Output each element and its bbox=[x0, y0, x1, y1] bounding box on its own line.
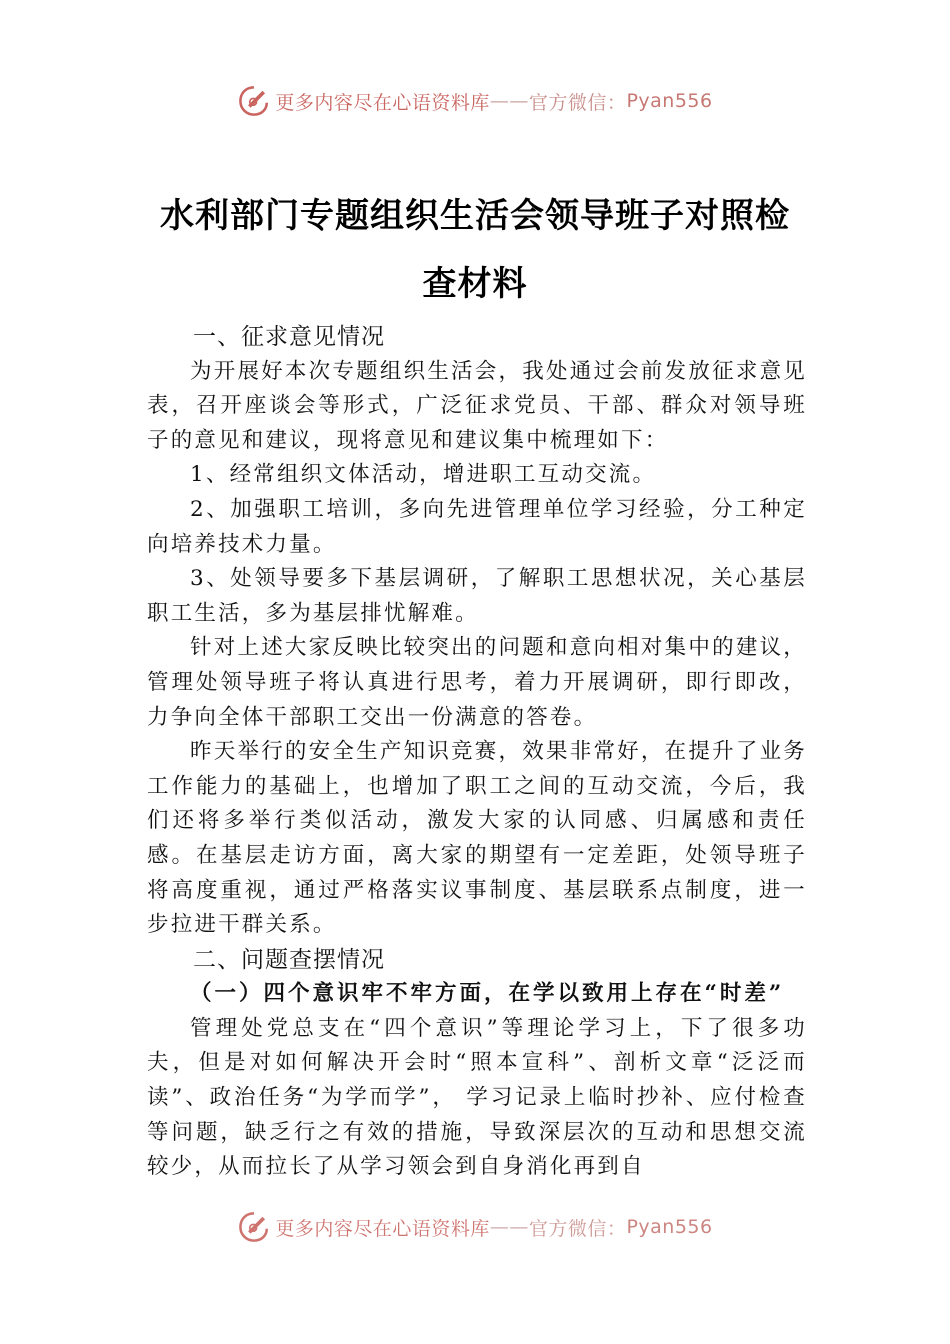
list-item-1: 1、经常组织文体活动，增进职工互动交流。 bbox=[190, 462, 657, 488]
watermark-wechat-label: 官方微信： bbox=[528, 1217, 627, 1240]
watermark-wechat-id: Pyan556 bbox=[626, 1216, 713, 1238]
watermark-wechat-id: Pyan556 bbox=[626, 90, 713, 112]
watermark-wechat-label: 官方微信： bbox=[528, 91, 627, 114]
watermark-header bbox=[0, 84, 950, 118]
paragraph: 为开展好本次专题组织生活会，我处通过会前发放征求意见表，召开座谈会等形式，广泛征求党员、干部、群众对领导班子的意见和建议，现将意见和建议集中梳理如下： bbox=[147, 358, 807, 453]
pen-logo-icon bbox=[237, 84, 271, 118]
list-item-2: 2、加强职工培训，多向先进管理单位学习经验，分工种定向培养技术力量。 bbox=[147, 496, 807, 557]
section-heading-2: 二、问题查摆情况 bbox=[193, 946, 385, 973]
watermark-text: 更多内容尽在心语资料库 bbox=[275, 91, 490, 114]
subsection-heading-1: （一）四个意识牢不牢方面，在学以致用上存在“时差” bbox=[190, 981, 785, 1007]
list-item-3: 3、处领导要多下基层调研，了解职工思想状况，关心基层职工生活，多为基层排忧解难。 bbox=[147, 566, 807, 626]
pen-logo-icon bbox=[237, 1210, 271, 1244]
watermark-separator: —— bbox=[489, 90, 529, 112]
paragraph: 昨天举行的安全生产知识竞赛，效果非常好，在提升了业务工作能力的基础上，也增加了职工之间的互动交流，今后，我们还将多举行类似活动，激发大家的认同感、归属感和责任感。在基层走访方面，离大家的期望有一定差距，处领导班子将高度重视，通过严格落实议事制度、基层联系点制度，进一步拉进干群关系。 bbox=[147, 739, 807, 938]
document-title-line-1: 水利部门专题组织生活会领导班子对照检 bbox=[160, 196, 790, 236]
document-body bbox=[147, 320, 807, 1220]
watermark-separator: —— bbox=[489, 1216, 529, 1238]
paragraph: 管理处党总支在“四个意识”等理论学习上，下了很多功夫，但是对如何解决开会时“照本宣科”、剖析文章“泛泛而读”、政治任务“为学而学”， 学习记录上临时抄补、应付检查等问题，缺乏行之有效的措施，导致深层次的互动和思想交流较少，从而拉长了从学习领会到自身消化再到自 bbox=[147, 1015, 807, 1180]
section-heading-1: 一、征求意见情况 bbox=[193, 324, 385, 350]
watermark-text: 更多内容尽在心语资料库 bbox=[275, 1217, 490, 1240]
paragraph: 针对上述大家反映比较突出的问题和意向相对集中的建议，管理处领导班子将认真进行思考，着力开展调研，即行即改，力争向全体干部职工交出一份满意的答卷。 bbox=[147, 635, 807, 730]
document-title-line-2: 查材料 bbox=[422, 264, 528, 304]
watermark-footer bbox=[0, 1210, 950, 1244]
